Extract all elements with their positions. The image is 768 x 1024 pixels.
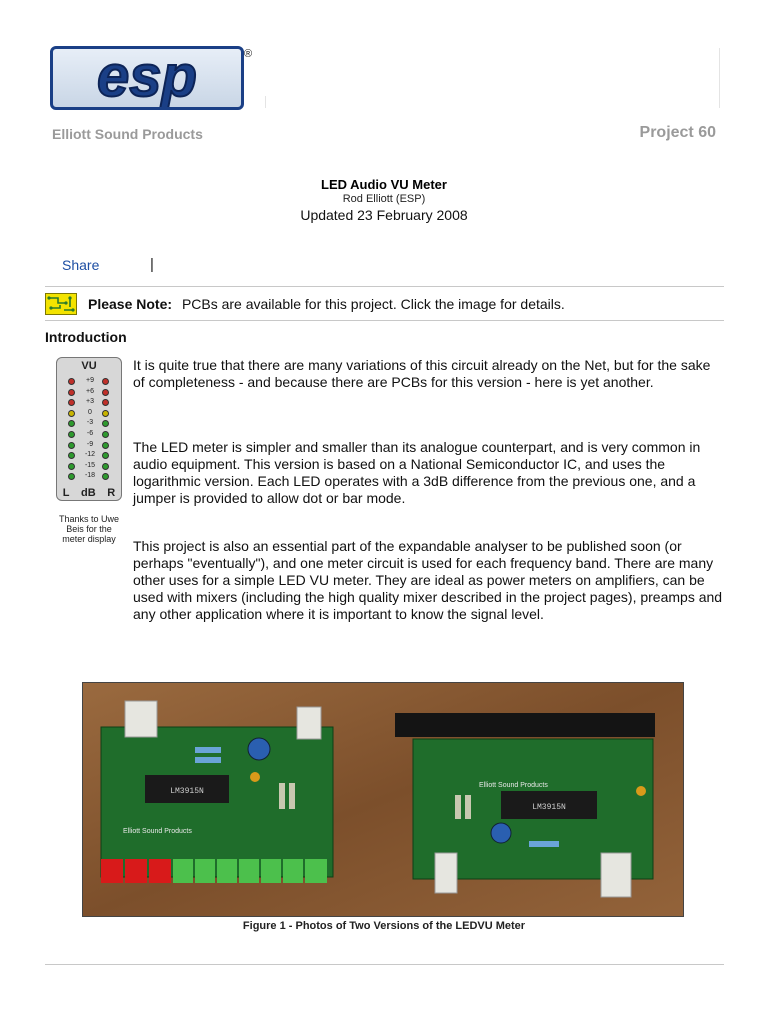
brand-name: Elliott Sound Products xyxy=(52,126,203,142)
led-icon xyxy=(102,452,109,459)
paragraph: It is quite true that there are many variations of this circuit already on the Net, but for the sake of completeness - and because there are PCBs for this version - here is yet another. xyxy=(133,357,711,390)
led-icon xyxy=(102,431,109,438)
led-icon xyxy=(102,420,109,427)
pcb-icon[interactable] xyxy=(45,293,77,315)
led-icon xyxy=(102,399,109,406)
led-icon xyxy=(68,378,75,385)
paragraph: This project is also an essential part of the expandable analyser to be published soon (or perhaps "eventually"), and one meter circuit is used for each frequency band. There are many other uses for a simple LED VU meter. They are ideal as power meters on amplifiers, can be used with mixers (including the high quality mixer described in the project pages), preamps and any other application where it is important to know the signal level. xyxy=(133,538,723,622)
author: Rod Elliott (ESP) xyxy=(342,193,426,205)
vu-footer-left: L xyxy=(62,487,70,499)
vu-level-label: -18 xyxy=(84,472,96,480)
led-icon xyxy=(68,410,75,417)
vu-level-label: -15 xyxy=(84,461,96,469)
vu-row xyxy=(57,462,121,472)
vu-row xyxy=(57,377,121,387)
vu-row xyxy=(57,430,121,440)
note-text: PCBs are available for this project. Click the image for details. xyxy=(181,296,565,312)
vu-footer-mid: dB xyxy=(81,487,96,499)
led-icon xyxy=(68,452,75,459)
pcb-note xyxy=(88,296,565,312)
led-icon xyxy=(102,463,109,470)
right-ic-label: LM3915N xyxy=(532,803,566,812)
vu-level-label: -3 xyxy=(86,419,94,427)
led-icon xyxy=(102,378,109,385)
vu-row xyxy=(57,409,121,419)
vu-footer xyxy=(57,487,121,499)
pcb-photo[interactable] xyxy=(82,682,684,917)
vu-level-label: -9 xyxy=(86,440,94,448)
paragraph: The LED meter is simpler and smaller than its analogue counterpart, and is very common in audio equipment. This version is based on a National Semiconductor IC, and uses the logarithmic version. Each LED operates with a 3dB difference from the previous one, and a jumper is provided to allow dot or bar mode. xyxy=(133,439,701,506)
right-silkscreen: Elliott Sound Products xyxy=(479,782,548,789)
vu-level-label: 0 xyxy=(88,408,92,416)
vu-row xyxy=(57,441,121,451)
led-icon xyxy=(68,420,75,427)
vu-title: VU xyxy=(81,360,97,372)
led-icon xyxy=(102,473,109,480)
section-heading: Introduction xyxy=(45,329,127,345)
vu-level-label: -12 xyxy=(84,451,96,459)
vu-footer-right: R xyxy=(107,487,116,499)
vu-credit: Thanks to Uwe Beis for the meter display xyxy=(58,514,120,544)
led-icon xyxy=(68,473,75,480)
divider xyxy=(45,286,724,287)
led-icon xyxy=(68,463,75,470)
divider xyxy=(45,320,724,321)
vu-level-label: +9 xyxy=(86,377,94,384)
led-icon xyxy=(68,442,75,449)
pcb-photo-drawing xyxy=(83,683,683,916)
vu-level-label: +6 xyxy=(86,387,94,395)
led-icon xyxy=(102,410,109,417)
led-icon xyxy=(102,389,109,396)
led-icon xyxy=(68,399,75,406)
figure-caption: Figure 1 - Photos of Two Versions of the LEDVU Meter xyxy=(242,920,526,932)
led-icon xyxy=(68,431,75,438)
title-block xyxy=(0,177,768,223)
note-label: Please Note: xyxy=(88,296,173,312)
logo-text: esp xyxy=(97,49,197,107)
vu-row xyxy=(57,398,121,408)
vu-row xyxy=(57,472,121,482)
vu-row xyxy=(57,419,121,429)
divider xyxy=(45,964,724,965)
left-ic-label: LM3915N xyxy=(170,787,204,796)
left-silkscreen: Elliott Sound Products xyxy=(123,828,192,835)
divider xyxy=(265,96,266,108)
vu-level-label: -6 xyxy=(86,430,94,437)
share-separator: | xyxy=(150,256,154,273)
led-icon xyxy=(102,442,109,449)
share-link[interactable]: Share xyxy=(62,257,100,273)
vu-row xyxy=(57,388,121,398)
vu-level-label: +3 xyxy=(86,398,94,406)
vu-meter-display xyxy=(56,357,122,501)
project-number: Project 60 xyxy=(639,124,716,141)
page-title: LED Audio VU Meter xyxy=(321,177,447,192)
registered-mark: ® xyxy=(244,48,253,60)
led-icon xyxy=(68,389,75,396)
updated-date: Updated 23 February 2008 xyxy=(300,207,468,223)
vu-row xyxy=(57,451,121,461)
esp-logo[interactable] xyxy=(50,46,244,110)
divider xyxy=(719,48,720,108)
